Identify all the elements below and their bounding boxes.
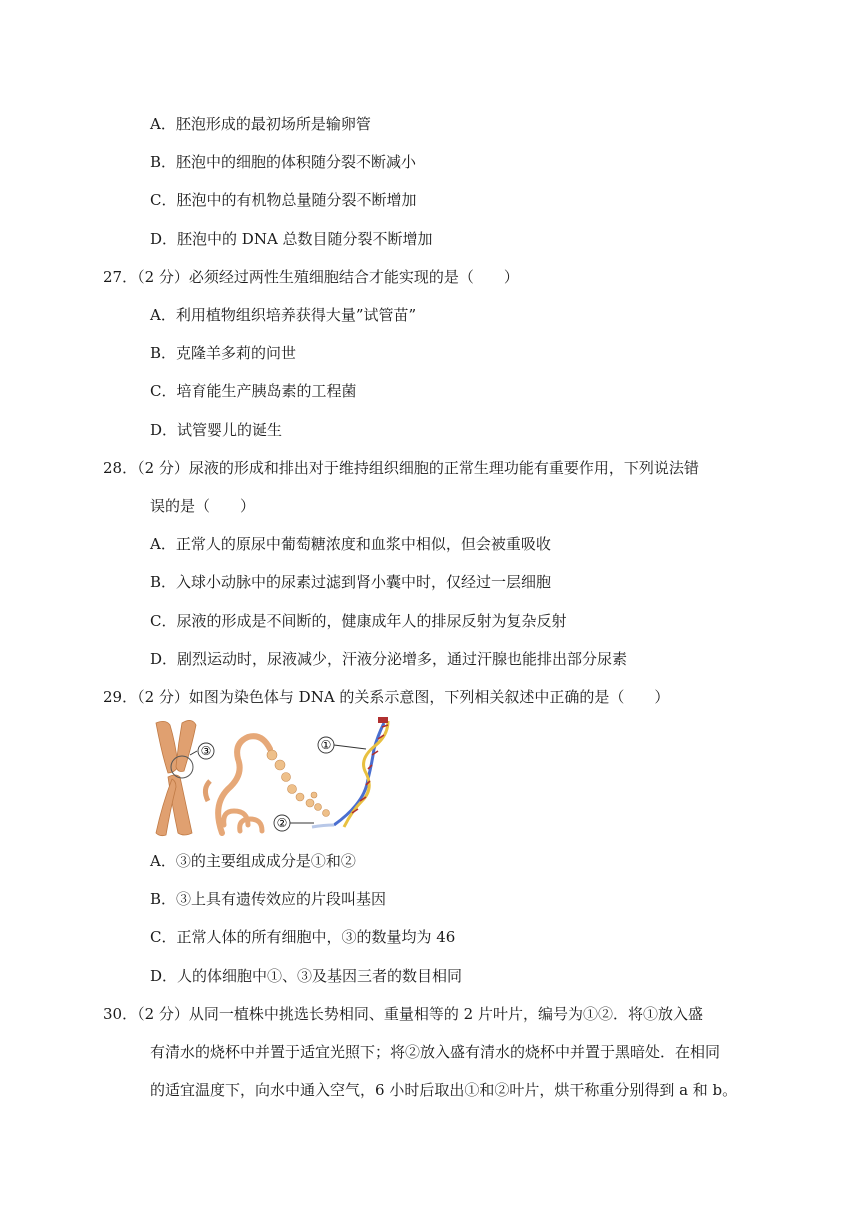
q28-option-c: C．尿液的形成是不间断的，健康成年人的排尿反射为复杂反射 [150, 612, 567, 630]
q26-option-d: D．胚泡中的 DNA 总数目随分裂不断增加 [150, 230, 433, 248]
q27-option-a: A．利用植物组织培养获得大量”试管苗” [150, 306, 417, 324]
q29-stem: 29．（2 分）如图为染色体与 DNA 的关系示意图，下列相关叙述中正确的是（ ） [103, 688, 670, 706]
q30-stem-line3: 的适宜温度下，向水中通入空气，6 小时后取出①和②叶片，烘干称重分别得到 a 和 b。 [150, 1081, 738, 1099]
q28-option-b: B．入球小动脉中的尿素过滤到肾小囊中时，仅经过一层细胞 [150, 573, 552, 591]
q26-option-c: C．胚泡中的有机物总量随分裂不断增加 [150, 191, 417, 209]
q28-option-a: A．正常人的原尿中葡萄糖浓度和血浆中相似，但会被重吸收 [150, 535, 551, 553]
q27-stem: 27．（2 分）必须经过两性生殖细胞结合才能实现的是（ ） [103, 268, 519, 286]
q30-stem-line1: 30．（2 分）从同一植株中挑选长势相同、重量相等的 2 片叶片，编号为①②．将①放入盛 [103, 1005, 703, 1023]
q27-option-c: C．培育能生产胰岛素的工程菌 [150, 382, 357, 400]
chromosome-illustration [156, 720, 196, 835]
nucleosome-beads [267, 750, 330, 817]
q30-stem-line2: 有清水的烧杯中并置于适宜光照下；将②放入盛有清水的烧杯中并置于黑暗处．在相同 [150, 1043, 721, 1061]
q29-option-a: A．③的主要组成成分是①和② [150, 852, 356, 870]
q29-option-d: D．人的体细胞中①、③及基因三者的数目相同 [150, 967, 463, 985]
q29-option-c: C．正常人体的所有细胞中，③的数量均为 46 [150, 928, 456, 946]
q27-option-d: D．试管婴儿的诞生 [150, 421, 283, 439]
q28-option-d: D．剧烈运动时，尿液减少，汗液分泌增多，通过汗腺也能排出部分尿素 [150, 650, 628, 668]
label-1: ① [320, 738, 332, 752]
q26-option-a: A．胚泡形成的最初场所是输卵管 [150, 115, 371, 133]
label-3: ③ [200, 744, 212, 758]
supercoil-illustration [218, 736, 270, 833]
q29-option-b: B．③上具有遗传效应的片段叫基因 [150, 890, 387, 908]
q26-option-b: B．胚泡中的细胞的体积随分裂不断减小 [150, 153, 417, 171]
chromosome-dna-figure [152, 715, 402, 840]
q28-stem-line2: 误的是（ ） [150, 497, 256, 515]
label-2: ② [276, 816, 288, 830]
q28-stem-line1: 28．（2 分）尿液的形成和排出对于维持组织细胞的正常生理功能有重要作用，下列说法错 [103, 459, 699, 477]
q27-option-b: B．克隆羊多莉的问世 [150, 344, 297, 362]
